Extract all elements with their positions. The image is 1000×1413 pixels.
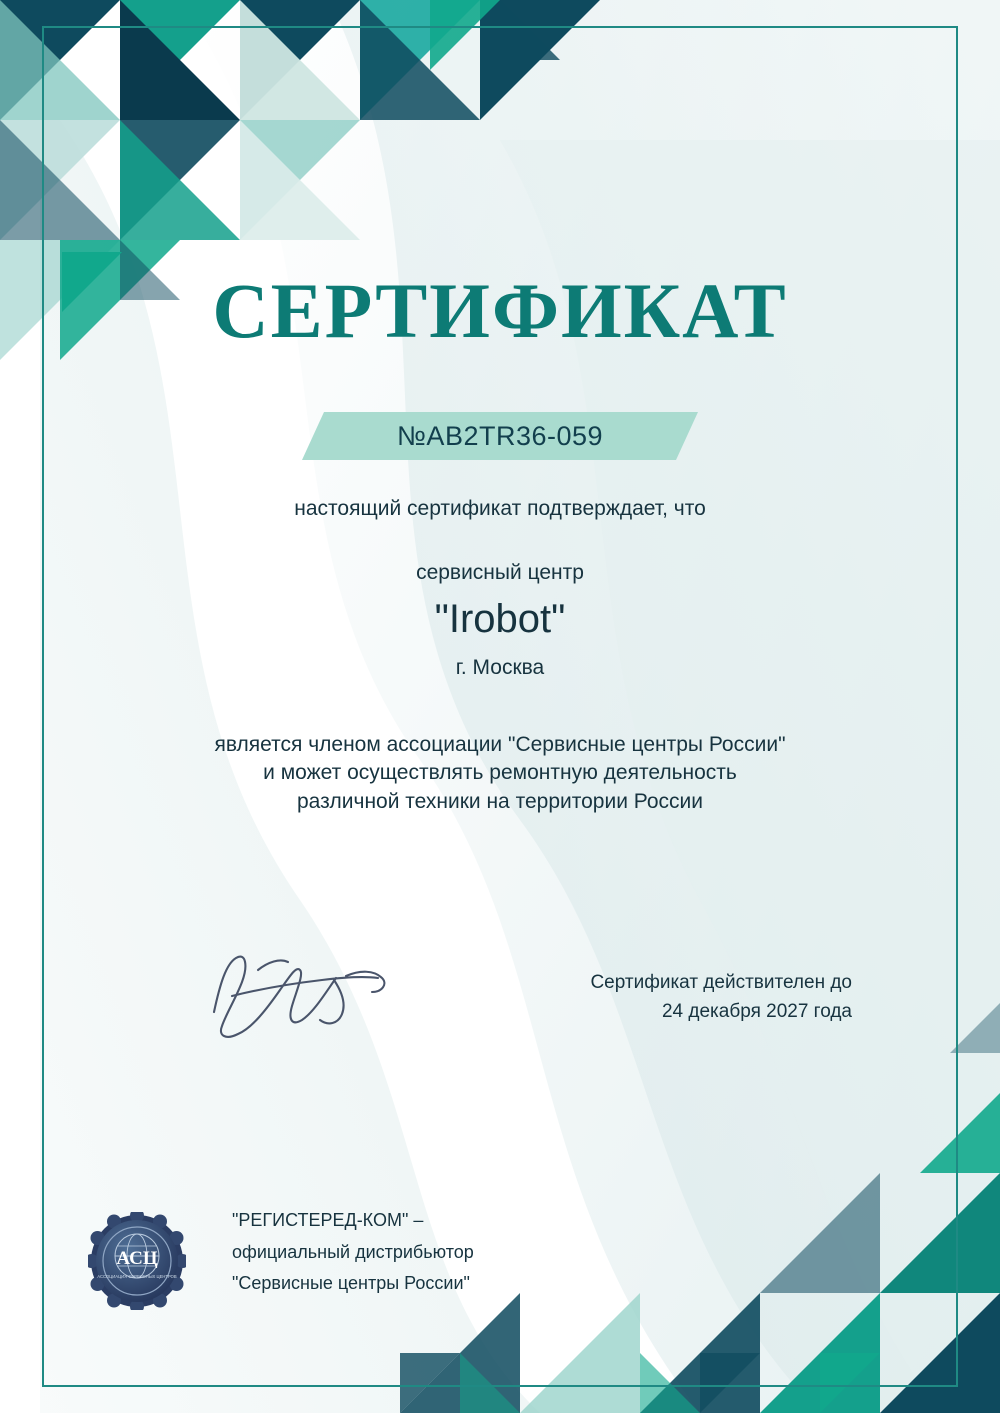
svg-text:АССОЦИАЦИЯ СЕРВИСНЫХ ЦЕНТРОВ: АССОЦИАЦИЯ СЕРВИСНЫХ ЦЕНТРОВ <box>97 1274 177 1279</box>
signature <box>196 940 406 1050</box>
validity-block <box>590 969 852 1026</box>
certificate-title: СЕРТИФИКАТ <box>212 267 788 354</box>
certificate-number: №AB2TR36-059 <box>396 420 604 451</box>
certificate-body-text <box>0 731 1000 816</box>
distributor-footer <box>232 1205 474 1300</box>
body-line-1: является членом ассоциации "Сервисные центры России" <box>214 733 786 756</box>
body-line-3: различной техники на территории России <box>297 789 703 813</box>
footer-line-3: "Сервисные центры России" <box>232 1273 470 1293</box>
body-line-2: и может осуществлять ремонтную деятельность <box>263 761 737 785</box>
footer-line-1: "РЕГИСТЕРЕД-КОМ" – <box>232 1210 424 1230</box>
association-seal <box>88 1212 186 1310</box>
seal-icon <box>88 1212 186 1310</box>
footer-line-2: официальный дистрибьютор <box>232 1241 474 1262</box>
organization-role: сервисный центр <box>416 561 584 584</box>
svg-text:АСЦ: АСЦ <box>116 1248 158 1269</box>
signature-mark <box>196 940 406 1050</box>
organization-city: г. Москва <box>455 656 545 679</box>
confirmation-line: настоящий сертификат подтверждает, что <box>294 497 706 520</box>
validity-line-2: 24 декабря 2027 года <box>661 1000 852 1022</box>
organization-name: "Irobot" <box>434 597 566 641</box>
validity-line-1: Сертификат действителен до <box>590 972 852 993</box>
certificate-number-band <box>302 412 698 460</box>
